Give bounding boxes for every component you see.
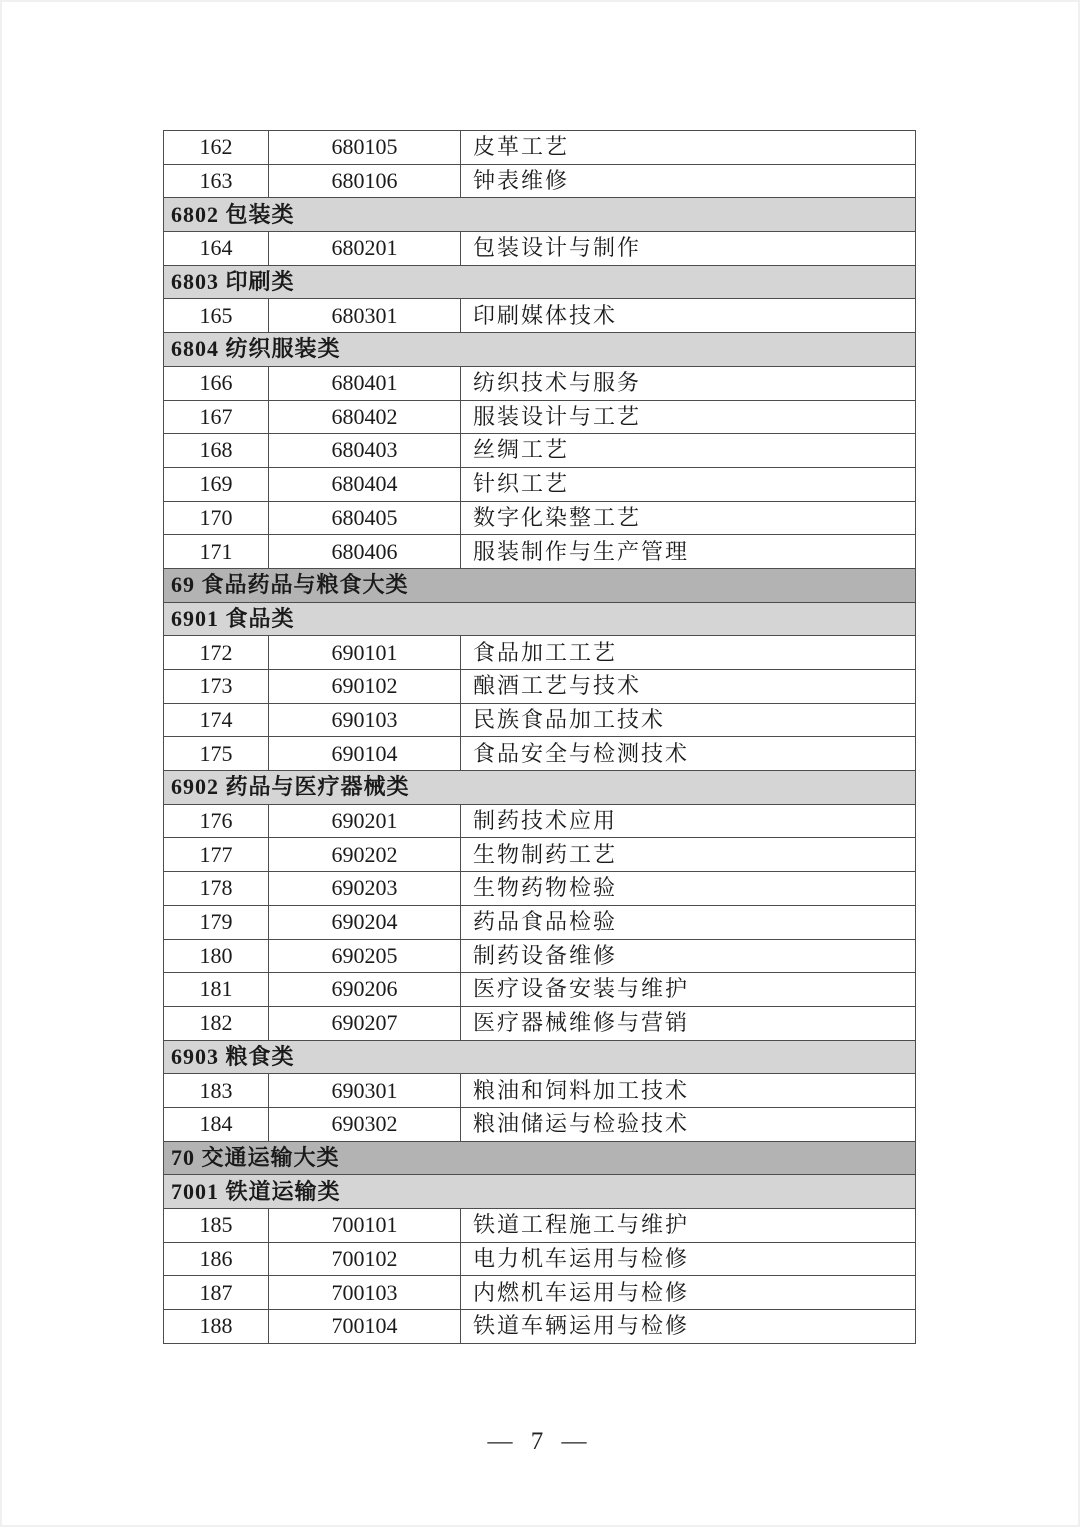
- table-row: [164, 467, 916, 501]
- table-row: [164, 1310, 916, 1344]
- subcategory-label: 7001 铁道运输类: [164, 1175, 916, 1209]
- serial-number-cell: 173: [164, 670, 269, 704]
- specialty-name-cell: 内燃机车运用与检修: [461, 1276, 916, 1310]
- specialty-name-cell: 印刷媒体技术: [461, 299, 916, 333]
- table-row: [164, 1276, 916, 1310]
- serial-number-cell: 184: [164, 1107, 269, 1141]
- table-row: [164, 939, 916, 973]
- specialty-name-cell: 皮革工艺: [461, 131, 916, 165]
- specialty-name-cell: 粮油储运与检验技术: [461, 1107, 916, 1141]
- table-row: [164, 164, 916, 198]
- specialty-code-cell: 690102: [269, 670, 461, 704]
- table-row: [164, 872, 916, 906]
- specialty-name-cell: 铁道工程施工与维护: [461, 1209, 916, 1243]
- serial-number-cell: 188: [164, 1310, 269, 1344]
- table-row: [164, 1074, 916, 1108]
- table-row: [164, 973, 916, 1007]
- table-row: [164, 636, 916, 670]
- table-row: [164, 535, 916, 569]
- table-row: [164, 905, 916, 939]
- subcategory-label: 6804 纺织服装类: [164, 333, 916, 367]
- table-row: [164, 299, 916, 333]
- serial-number-cell: 166: [164, 366, 269, 400]
- page-number-footer: — 7 —: [487, 1428, 593, 1455]
- major-category-header-row: [164, 568, 916, 602]
- subcategory-header-row: [164, 771, 916, 805]
- serial-number-cell: 171: [164, 535, 269, 569]
- major-category-label: 69 食品药品与粮食大类: [164, 568, 916, 602]
- serial-number-cell: 172: [164, 636, 269, 670]
- serial-number-cell: 165: [164, 299, 269, 333]
- subcategory-header-row: [164, 1175, 916, 1209]
- subcategory-label: 6802 包装类: [164, 198, 916, 232]
- serial-number-cell: 170: [164, 501, 269, 535]
- subcategory-header-row: [164, 1040, 916, 1074]
- specialty-code-cell: 690201: [269, 804, 461, 838]
- specialty-name-cell: 酿酒工艺与技术: [461, 670, 916, 704]
- specialty-code-cell: 680403: [269, 434, 461, 468]
- specialty-code-cell: 680201: [269, 232, 461, 266]
- specialty-name-cell: 生物制药工艺: [461, 838, 916, 872]
- serial-number-cell: 181: [164, 973, 269, 1007]
- specialty-code-cell: 690204: [269, 905, 461, 939]
- table-row: [164, 400, 916, 434]
- serial-number-cell: 183: [164, 1074, 269, 1108]
- table-row: [164, 670, 916, 704]
- specialty-code-cell: 690301: [269, 1074, 461, 1108]
- serial-number-cell: 168: [164, 434, 269, 468]
- subcategory-label: 6902 药品与医疗器械类: [164, 771, 916, 805]
- specialty-table-body: [164, 131, 916, 1344]
- specialty-code-cell: 700101: [269, 1209, 461, 1243]
- serial-number-cell: 164: [164, 232, 269, 266]
- serial-number-cell: 178: [164, 872, 269, 906]
- specialty-name-cell: 丝绸工艺: [461, 434, 916, 468]
- specialty-name-cell: 服装制作与生产管理: [461, 535, 916, 569]
- specialty-code-cell: 690103: [269, 703, 461, 737]
- specialty-name-cell: 食品加工工艺: [461, 636, 916, 670]
- serial-number-cell: 169: [164, 467, 269, 501]
- table-row: [164, 1107, 916, 1141]
- specialty-code-cell: 690202: [269, 838, 461, 872]
- specialty-code-cell: 690205: [269, 939, 461, 973]
- specialty-code-cell: 690207: [269, 1006, 461, 1040]
- table-row: [164, 131, 916, 165]
- table-row: [164, 703, 916, 737]
- specialty-code-cell: 690302: [269, 1107, 461, 1141]
- table-row: [164, 838, 916, 872]
- serial-number-cell: 187: [164, 1276, 269, 1310]
- specialty-name-cell: 制药技术应用: [461, 804, 916, 838]
- table-row: [164, 1209, 916, 1243]
- major-category-header-row: [164, 1141, 916, 1175]
- serial-number-cell: 167: [164, 400, 269, 434]
- specialty-name-cell: 服装设计与工艺: [461, 400, 916, 434]
- subcategory-header-row: [164, 265, 916, 299]
- table-row: [164, 1006, 916, 1040]
- specialty-name-cell: 铁道车辆运用与检修: [461, 1310, 916, 1344]
- subcategory-label: 6901 食品类: [164, 602, 916, 636]
- specialty-name-cell: 医疗设备安装与维护: [461, 973, 916, 1007]
- specialty-name-cell: 粮油和饲料加工技术: [461, 1074, 916, 1108]
- table-row: [164, 1242, 916, 1276]
- specialty-code-cell: 680401: [269, 366, 461, 400]
- specialty-code-table: [163, 130, 916, 1344]
- subcategory-label: 6903 粮食类: [164, 1040, 916, 1074]
- table-row: [164, 737, 916, 771]
- serial-number-cell: 180: [164, 939, 269, 973]
- specialty-code-cell: 700103: [269, 1276, 461, 1310]
- specialty-name-cell: 电力机车运用与检修: [461, 1242, 916, 1276]
- specialty-code-cell: 680404: [269, 467, 461, 501]
- serial-number-cell: 182: [164, 1006, 269, 1040]
- specialty-code-cell: 680405: [269, 501, 461, 535]
- specialty-code-cell: 690101: [269, 636, 461, 670]
- serial-number-cell: 174: [164, 703, 269, 737]
- subcategory-header-row: [164, 602, 916, 636]
- serial-number-cell: 176: [164, 804, 269, 838]
- specialty-name-cell: 钟表维修: [461, 164, 916, 198]
- serial-number-cell: 163: [164, 164, 269, 198]
- subcategory-header-row: [164, 333, 916, 367]
- specialty-code-cell: 700104: [269, 1310, 461, 1344]
- serial-number-cell: 186: [164, 1242, 269, 1276]
- specialty-code-cell: 680105: [269, 131, 461, 165]
- specialty-name-cell: 医疗器械维修与营销: [461, 1006, 916, 1040]
- specialty-name-cell: 针织工艺: [461, 467, 916, 501]
- specialty-name-cell: 食品安全与检测技术: [461, 737, 916, 771]
- specialty-code-cell: 690104: [269, 737, 461, 771]
- specialty-name-cell: 数字化染整工艺: [461, 501, 916, 535]
- table-row: [164, 434, 916, 468]
- specialty-name-cell: 民族食品加工技术: [461, 703, 916, 737]
- specialty-code-cell: 680406: [269, 535, 461, 569]
- serial-number-cell: 185: [164, 1209, 269, 1243]
- serial-number-cell: 177: [164, 838, 269, 872]
- table-row: [164, 804, 916, 838]
- specialty-name-cell: 制药设备维修: [461, 939, 916, 973]
- table-row: [164, 232, 916, 266]
- serial-number-cell: 175: [164, 737, 269, 771]
- specialty-name-cell: 生物药物检验: [461, 872, 916, 906]
- specialty-name-cell: 包装设计与制作: [461, 232, 916, 266]
- serial-number-cell: 162: [164, 131, 269, 165]
- table-row: [164, 366, 916, 400]
- table-row: [164, 501, 916, 535]
- specialty-code-cell: 680106: [269, 164, 461, 198]
- specialty-name-cell: 纺织技术与服务: [461, 366, 916, 400]
- specialty-code-cell: 700102: [269, 1242, 461, 1276]
- specialty-name-cell: 药品食品检验: [461, 905, 916, 939]
- subcategory-header-row: [164, 198, 916, 232]
- subcategory-label: 6803 印刷类: [164, 265, 916, 299]
- serial-number-cell: 179: [164, 905, 269, 939]
- specialty-code-cell: 680301: [269, 299, 461, 333]
- specialty-code-cell: 690203: [269, 872, 461, 906]
- major-category-label: 70 交通运输大类: [164, 1141, 916, 1175]
- specialty-code-cell: 690206: [269, 973, 461, 1007]
- specialty-code-cell: 680402: [269, 400, 461, 434]
